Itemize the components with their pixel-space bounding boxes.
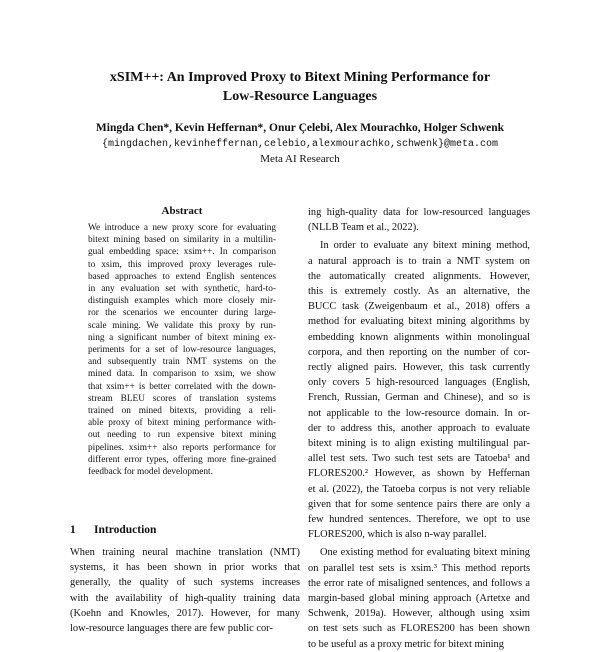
author-emails: {mingdachen,kevinheffernan,celebio,alexmourachko,schwenk}@meta.com <box>101 139 499 150</box>
text-line: French, Russian, German and Chinese), and so is <box>308 392 530 404</box>
section-number: 1 <box>70 524 76 536</box>
abstract-line: feedback for model development. <box>88 467 213 478</box>
introduction-body <box>70 545 300 636</box>
abstract-line: scale mining. We validate this proxy by run- <box>88 320 276 331</box>
text-line: to be useful as a proxy metric for bitext mining <box>308 638 504 650</box>
abstract-line: ning a significant number of bitext mining ex- <box>88 332 276 343</box>
text-line: allel test sets. Two such test sets are Tatoeba¹ and <box>308 453 530 465</box>
text-line: rectly aligned pairs. However, this task currently <box>308 362 530 374</box>
abstract-line: gual embedding space: xsim++. In comparison <box>88 247 276 258</box>
right-column <box>308 205 530 652</box>
section-title: Introduction <box>94 524 157 536</box>
abstract-heading: Abstract <box>161 205 203 217</box>
text-line: a natural approach is to train a NMT system on <box>308 255 530 267</box>
affiliation: Meta AI Research <box>260 153 340 165</box>
abstract-line: distinguish examples which more closely mir- <box>88 296 276 307</box>
text-line: on test sets such as FLORES200 has been shown <box>308 623 530 635</box>
abstract-line: different error types, offering more fine-grained <box>88 454 276 465</box>
abstract-line: in any evaluation set with synthetic, hard-to- <box>88 284 276 295</box>
text-line: given that for some sentence pairs there are only a <box>308 498 530 510</box>
text-line: Schwenk, 2019a). However, although using xsim <box>308 608 530 620</box>
text-line: on parallel test sets is xsim.³ This method reports <box>308 562 530 574</box>
author-list: Mingda Chen*, Kevin Heffernan*, Onur Çelebi, Alex Mourachko, Holger Schwenk <box>95 122 505 134</box>
text-line: et al. (2022), the Tatoeba corpus is not very reliable <box>308 483 530 495</box>
title-line: Low-Resource Languages <box>222 89 378 104</box>
paper-title <box>0 68 600 106</box>
paragraph-continuation <box>308 205 530 235</box>
text-line: FLORES200, which is also n-way parallel. <box>308 529 487 541</box>
abstract-line: that xsim++ is better correlated with the down- <box>88 381 276 392</box>
text-line: this is extremely costly. As an alternative, the <box>308 286 530 298</box>
text-line: embedding known alignments within monolingual <box>308 331 530 343</box>
abstract-line: bitext mining based on similarity in a multilin- <box>88 235 276 246</box>
text-line: margin-based global mining approach (Artetxe and <box>308 593 530 605</box>
intro-line: low-resource languages there are few public cor- <box>70 623 273 635</box>
paragraph-evaluation <box>308 238 530 542</box>
abstract-line: trained on mined bitexts, providing a reli- <box>88 406 276 417</box>
intro-line: systems, it has been shown in prior works that <box>70 562 300 574</box>
text-line: the error rate of misaligned sentences, and follows a <box>308 577 530 589</box>
text-line: In order to evaluate any bitext mining method, <box>320 240 530 252</box>
abstract-line: and subsequently train NMT systems on the <box>88 357 276 368</box>
text-line: BUCC task (Zweigenbaum et al., 2018) offers a <box>308 301 530 313</box>
text-line: method for evaluating bitext mining algorithms by <box>308 316 530 328</box>
abstract-line: ror the scenarios we encounter during large- <box>88 308 276 319</box>
abstract-line: pipelines. xsim++ also reports performance for <box>88 442 276 453</box>
text-line: ing high-quality data for low-resourced languages <box>308 207 530 218</box>
text-line: bitext mining is to align existing multilingual par- <box>308 438 530 450</box>
paragraph-xsim <box>308 545 530 651</box>
intro-line: (Koehn and Knowles, 2017). However, for many <box>70 607 300 619</box>
abstract-line: to xsim, this improved proxy leverages rule- <box>88 259 276 270</box>
intro-line: When training neural machine translation (NMT) <box>70 547 300 558</box>
abstract-line: We introduce a new proxy score for evaluating <box>88 223 276 233</box>
abstract-line: mined data. In comparison to xsim, we show <box>88 369 276 380</box>
text-line: der to address this, another approach to evaluate <box>308 422 530 434</box>
text-line: not applicable to the low-resource domain. In or- <box>308 407 530 419</box>
abstract-line: based approaches to extend English sentences <box>88 271 276 282</box>
intro-line: with the availability of high-quality training data <box>70 592 300 604</box>
abstract-line: stream BLEU scores of translation systems <box>88 393 276 404</box>
text-line: (NLLB Team et al., 2022). <box>308 222 419 234</box>
text-line: only covers 5 high-resourced languages (English, <box>308 377 530 389</box>
abstract-line: out needing to run expensive bitext mining <box>88 430 276 441</box>
abstract-line: able proxy of bitext mining performance with- <box>88 418 276 429</box>
intro-line: generally, the quality of such systems increases <box>70 577 300 589</box>
text-line: few hundred sentences. Therefore, we opt to use <box>308 514 530 526</box>
text-line: FLORES200.² However, as shown by Heffernan <box>308 468 530 480</box>
section-heading-introduction <box>70 524 300 536</box>
text-line: corpora, and then reporting on the number of cor- <box>308 346 530 358</box>
title-line: xSIM++: An Improved Proxy to Bitext Mining Performance for <box>109 70 491 85</box>
text-line: the automatically created alignments. However, <box>308 270 530 282</box>
text-line: One existing method for evaluating bitext mining <box>320 547 530 559</box>
abstract-line: periments for a set of low-resource languages, <box>88 345 276 356</box>
abstract-body <box>88 222 276 478</box>
